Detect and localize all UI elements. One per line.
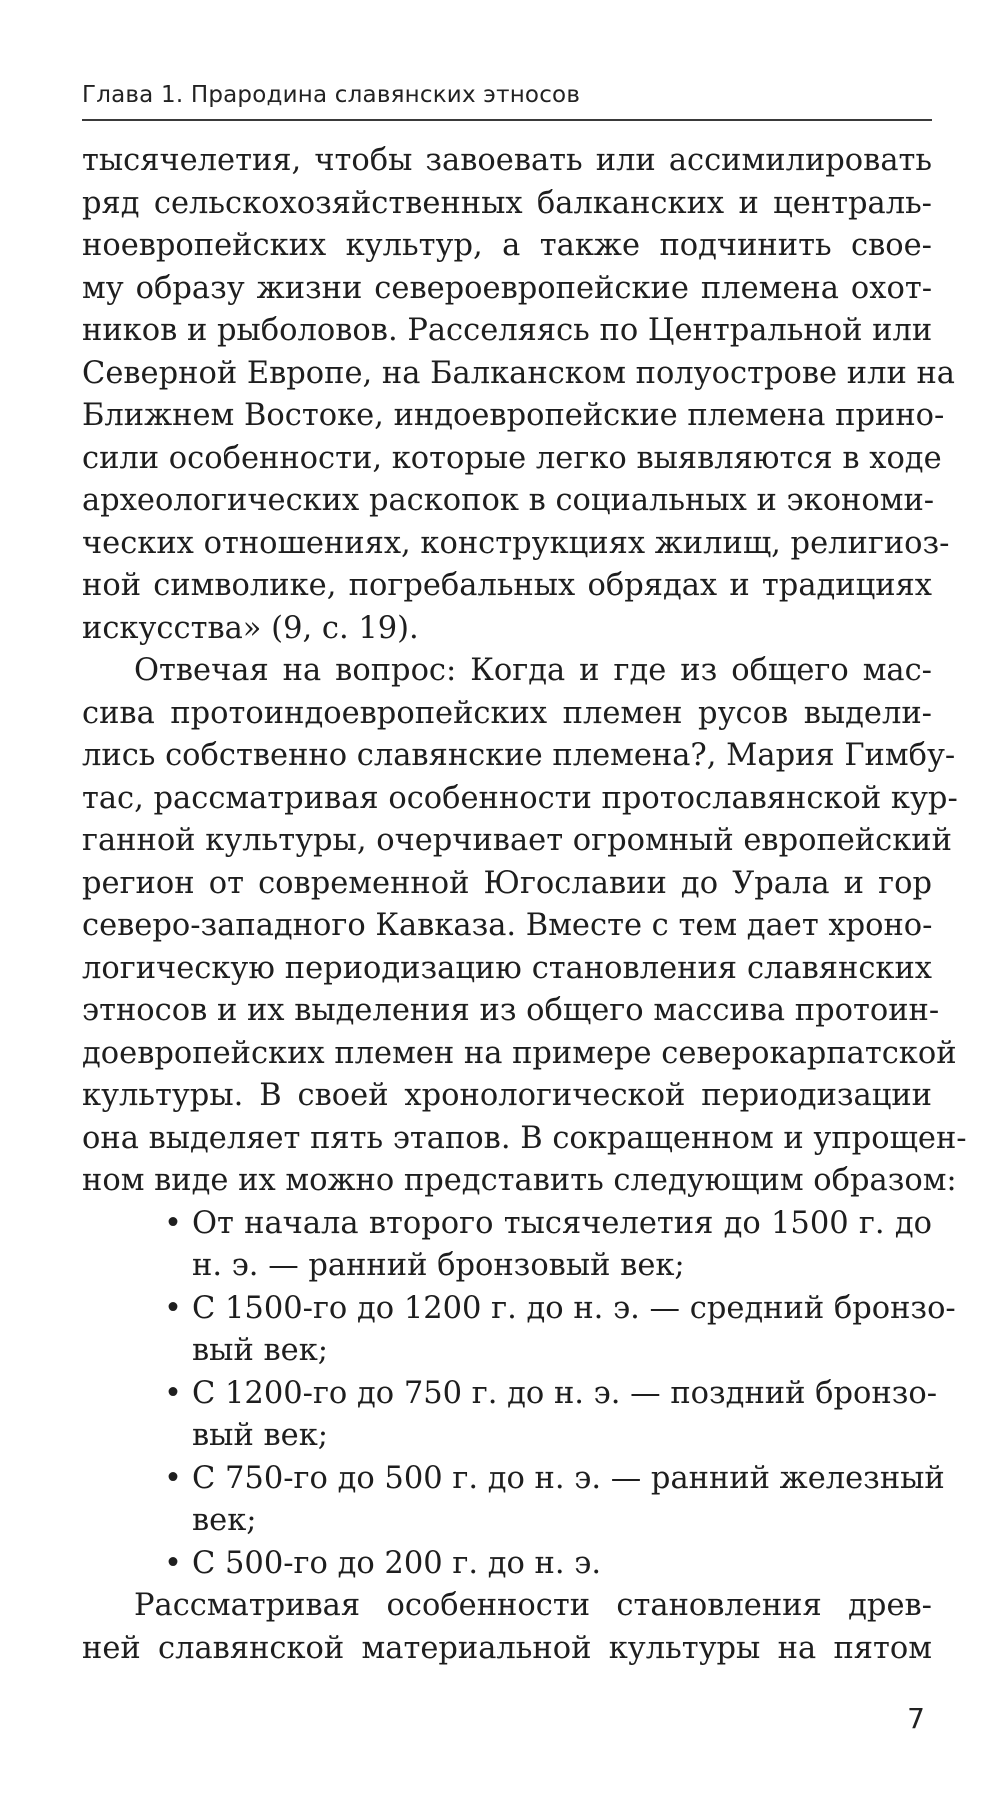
text-line: тас, рассматривая особенности протославянской кур-	[82, 780, 958, 816]
text-line: ной символике, погребальных обрядах и традициях	[82, 568, 932, 603]
text-line: С 1500-го до 1200 г. до н. э. — средний бронзо-	[192, 1290, 956, 1326]
text-line: вый век;	[192, 1418, 329, 1453]
text-line: Рассматривая особенности становления древ-	[134, 1588, 932, 1623]
text-line: культуры. В своей хронологической периодизации	[82, 1078, 932, 1113]
text-line: ников и рыболовов. Расселяясь по Центральной или	[82, 313, 933, 348]
text-line: лись собственно славянские племена?, Мария Гимбу-	[82, 738, 956, 773]
text-line: тысячелетия, чтобы завоевать или ассимилировать	[82, 143, 932, 178]
text-line: она выделяет пять этапов. В сокращенном и упрощен-	[82, 1120, 967, 1156]
text-line: век;	[192, 1503, 257, 1538]
text-line: ном виде их можно представить следующим образом:	[82, 1163, 957, 1198]
text-line: ней славянской материальной культуры на пятом	[82, 1630, 932, 1666]
text-line: ряд сельскохозяйственных балканских и централь-	[82, 185, 932, 221]
text-line: ганной культуры, очерчивает огромный европейский	[82, 823, 952, 858]
text-line: С 1200-го до 750 г. до н. э. — поздний бронзо-	[192, 1375, 938, 1411]
bullet-marker: •	[164, 1375, 182, 1411]
period-list	[82, 1203, 956, 1586]
text-line: северо-западного Кавказа. Вместе с тем дает хроно-	[82, 908, 933, 943]
text-line: Северной Европе, на Балканском полуострове или на	[82, 355, 955, 391]
paragraph-2	[82, 650, 967, 1203]
text-line: археологических раскопок в социальных и экономи-	[82, 483, 935, 518]
text-line: От начала второго тысячелетия до 1500 г. до	[192, 1205, 932, 1241]
text-line: н. э. — ранний бронзовый век;	[192, 1248, 685, 1283]
text-line: доевропейских племен на примере северокарпатской	[82, 1035, 957, 1071]
text-line: вый век;	[192, 1333, 329, 1368]
text-line: регион от современной Югославии до Урала и гор	[82, 865, 932, 901]
list-item	[82, 1203, 932, 1288]
text-line: ноевропейских культур, а также подчинить свое-	[82, 228, 932, 263]
list-item	[82, 1288, 956, 1373]
text-line: логическую периодизацию становления славянских	[82, 950, 932, 986]
list-item	[82, 1373, 938, 1458]
bullet-marker: •	[164, 1460, 182, 1496]
bullet-marker: •	[164, 1545, 182, 1581]
running-header: Глава 1. Прародина славянских этносов	[82, 82, 581, 108]
paragraph-1	[82, 140, 955, 650]
text-line: С 500-го до 200 г. до н. э.	[192, 1545, 602, 1581]
page-number: 7	[907, 1702, 925, 1735]
bullet-marker: •	[164, 1290, 182, 1326]
text-line: Ближнем Востоке, индоевропейские племена прино-	[82, 398, 945, 433]
page-body	[82, 140, 967, 1670]
header-divider	[82, 119, 932, 121]
text-line: ческих отношениях, конструкциях жилищ, религиоз-	[82, 525, 950, 561]
text-line: сива протоиндоевропейских племен русов выдели-	[82, 695, 932, 731]
list-item	[82, 1543, 932, 1586]
text-line: Отвечая на вопрос: Когда и где из общего мас-	[134, 653, 932, 688]
text-line: му образу жизни североевропейские племена охот-	[82, 270, 932, 306]
text-line: искусства» (9, с. 19).	[82, 610, 419, 646]
text-line: этносов и их выделения из общего массива протоин-	[82, 993, 940, 1028]
text-line: сили особенности, которые легко выявляются в ходе	[82, 440, 942, 476]
bullet-marker: •	[164, 1205, 182, 1241]
paragraph-3	[82, 1585, 932, 1670]
text-line: С 750-го до 500 г. до н. э. — ранний железный	[192, 1460, 945, 1496]
list-item	[82, 1458, 945, 1543]
